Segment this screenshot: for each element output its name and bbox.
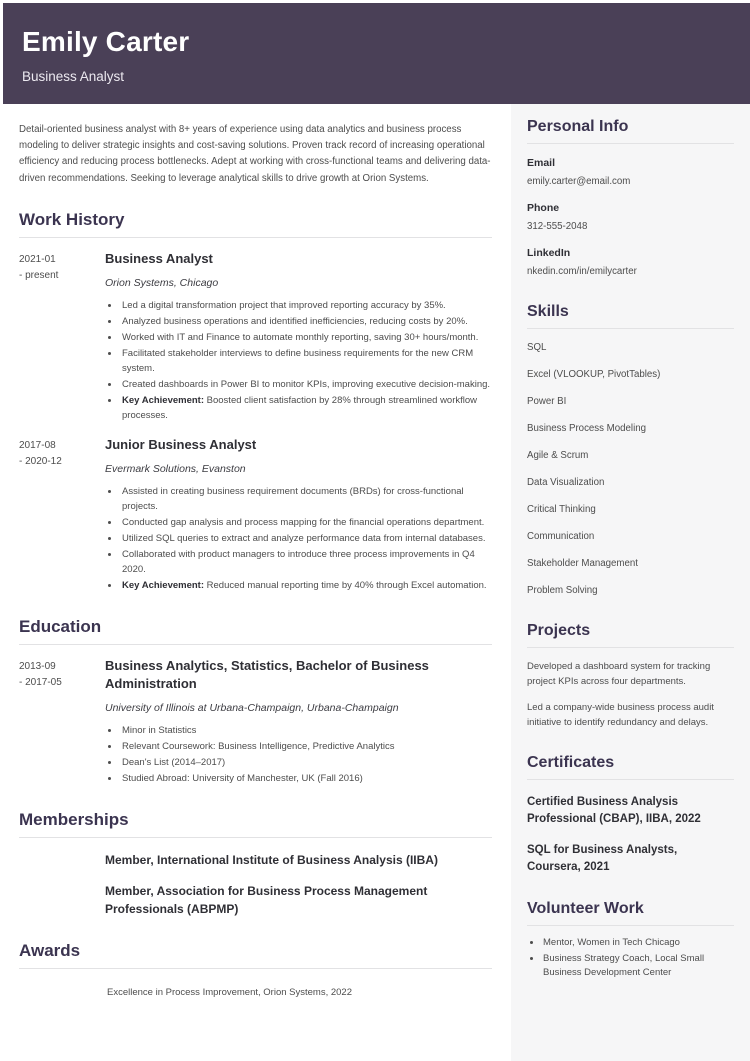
skill-item: Excel (VLOOKUP, PivotTables) (527, 369, 661, 380)
bullet-emphasis: Key Achievement: (122, 579, 205, 591)
projects-list (527, 660, 734, 730)
bullet-item: • Dean's List (2014–2017) (120, 755, 492, 770)
contact-block (527, 156, 734, 189)
award-title: Excellence in Process Improvement, Orion Systems, 2022 (107, 986, 352, 998)
bullet-item: • Collaborated with product managers to introduce three process improvements in Q4 2020. (120, 547, 492, 577)
skill-item: Stakeholder Management (527, 558, 638, 569)
entry-date-spacer (19, 851, 103, 869)
bullet-item: • Facilitated stakeholder interviews to define business requirements for the new CRM system. (120, 346, 492, 376)
bullet-emphasis: Key Achievement: (122, 394, 205, 406)
section-heading-awards: Awards (19, 940, 81, 960)
entry-date-range (19, 657, 103, 787)
section-divider (527, 143, 734, 144)
contact-value[interactable]: emily.carter@email.com (527, 176, 631, 187)
section-heading-education: Education (19, 616, 102, 636)
bullet-item: • Conducted gap analysis and process mapping for the financial operations department. (120, 515, 492, 530)
entry-date-end: - 2020-12 (19, 455, 62, 467)
education-list (19, 657, 492, 787)
entry-date-spacer (19, 985, 105, 1000)
skill-item: Data Visualization (527, 477, 605, 488)
entry-body (103, 250, 492, 424)
section-divider (19, 968, 492, 969)
membership-entry (19, 882, 492, 918)
entry-organization: Orion Systems, Chicago (105, 276, 219, 289)
section-heading-personal-info: Personal Info (527, 118, 629, 135)
contact-block (527, 246, 734, 279)
section-heading-skills: Skills (527, 303, 569, 320)
work-history-list (19, 250, 492, 594)
section-divider (527, 328, 734, 329)
contact-label: LinkedIn (527, 247, 571, 259)
volunteer-item: • Mentor, Women in Tech Chicago (542, 936, 734, 951)
certificates-list (527, 794, 734, 876)
entry-date-range (19, 250, 103, 424)
section-divider (527, 779, 734, 780)
entry-date-end: - 2017-05 (19, 676, 62, 688)
memberships-list (19, 851, 492, 918)
section-divider (19, 644, 492, 645)
entry-organization: Evermark Solutions, Evanston (105, 462, 246, 475)
entry-organization: University of Illinois at Urbana-Champaign, Urbana-Champaign (105, 701, 399, 714)
entry-body (103, 851, 492, 869)
bullet-item: • Assisted in creating business requirement documents (BRDs) for cross-functional projects. (120, 484, 492, 514)
bullet-item: • Minor in Statistics (120, 723, 492, 738)
section-divider (19, 837, 492, 838)
entry-body (105, 985, 492, 1000)
section-heading-volunteer-work: Volunteer Work (527, 900, 644, 917)
bullet-item: • Utilized SQL queries to extract and analyze performance data from internal databases. (120, 531, 492, 546)
bullet-item: • Relevant Coursework: Business Intelligence, Predictive Analytics (120, 739, 492, 754)
professional-summary: Detail-oriented business analyst with 8+ years of experience using data analytics and business process modeling to deliver strategic insights and cost-saving solutions. Proven track record of increasing operational efficiency and reducing process bottlenecks. Adept at working with cross-functional teams and delivering data-driven recommendations. Seeking to leverage analytical skills to drive growth at Orion Systems. (19, 124, 491, 184)
timeline-entry (19, 250, 492, 424)
section-divider (527, 925, 734, 926)
entry-date-spacer (19, 882, 103, 918)
project-item: Led a company-wide business process audit initiative to identify redundancy and delays. (527, 702, 714, 728)
contact-value[interactable]: 312-555-2048 (527, 221, 588, 232)
certificate-item: SQL for Business Analysts, Coursera, 2021 (527, 844, 678, 873)
main-column (0, 104, 511, 1061)
resume-body (0, 104, 750, 1061)
entry-date-start: 2013-09 (19, 660, 56, 672)
section-divider (19, 237, 492, 238)
skill-item: SQL (527, 342, 547, 353)
bullet-list (105, 723, 492, 786)
bullet-item: • Studied Abroad: University of Manchester, UK (Fall 2016) (120, 771, 492, 786)
entry-title: Junior Business Analyst (105, 436, 257, 452)
bullet-item: • Worked with IT and Finance to automate monthly reporting, saving 30+ hours/month. (120, 330, 492, 345)
bullet-item: • Led a digital transformation project that improved reporting accuracy by 35%. (120, 298, 492, 313)
bullet-item: • Analyzed business operations and identified inefficiencies, reducing costs by 20%. (120, 314, 492, 329)
contact-list (527, 156, 734, 279)
skill-item: Power BI (527, 396, 567, 407)
entry-body (103, 657, 492, 787)
skills-list (527, 340, 734, 598)
membership-title: Member, International Institute of Business Analysis (IIBA) (105, 852, 438, 867)
bullet-item: • Key Achievement: Reduced manual reporting time by 40% through Excel automation. (120, 578, 492, 593)
entry-title: Business Analytics, Statistics, Bachelor of Business Administration (105, 657, 429, 691)
header-subtitle: Business Analyst (22, 69, 125, 84)
skill-item: Business Process Modeling (527, 423, 646, 434)
award-entry (19, 985, 492, 1000)
section-heading-memberships: Memberships (19, 809, 129, 829)
volunteer-item: • Business Strategy Coach, Local Small Business Development Center (542, 952, 734, 981)
skill-item: Agile & Scrum (527, 450, 589, 461)
contact-label: Email (527, 157, 556, 169)
skill-item: Problem Solving (527, 585, 598, 596)
section-heading-work-history: Work History (19, 209, 125, 229)
bullet-item: • Created dashboards in Power BI to monitor KPIs, improving executive decision-making. (120, 377, 492, 392)
skill-item: Communication (527, 531, 595, 542)
bullet-item: • Key Achievement: Boosted client satisfaction by 28% through streamlined workflow processes. (120, 393, 492, 423)
timeline-entry (19, 657, 492, 787)
sidebar-column (511, 104, 750, 1061)
contact-value[interactable]: nkedin.com/in/emilycarter (527, 266, 637, 277)
resume-header (3, 3, 750, 104)
skill-item: Critical Thinking (527, 504, 596, 515)
entry-body (103, 882, 492, 918)
project-item: Developed a dashboard system for tracking project KPIs across four departments. (527, 661, 711, 687)
entry-title: Business Analyst (105, 250, 213, 266)
certificate-item: Certified Business Analysis Professional (CBAP), IIBA, 2022 (527, 796, 701, 825)
awards-list (19, 985, 492, 1000)
volunteer-work-list (527, 936, 734, 981)
timeline-entry (19, 436, 492, 594)
section-divider (527, 647, 734, 648)
entry-body (103, 436, 492, 594)
entry-date-end: - present (19, 269, 59, 281)
section-heading-certificates: Certificates (527, 754, 615, 771)
entry-date-start: 2021-01 (19, 253, 56, 265)
contact-label: Phone (527, 202, 560, 214)
bullet-list (105, 298, 492, 423)
page-title: Emily Carter (22, 26, 190, 57)
contact-block (527, 201, 734, 234)
bullet-list (105, 484, 492, 593)
section-heading-projects: Projects (527, 622, 591, 639)
entry-date-range (19, 436, 103, 594)
membership-entry (19, 851, 492, 869)
membership-title: Member, Association for Business Process Management Professionals (ABPMP) (105, 883, 428, 916)
entry-date-start: 2017-08 (19, 439, 56, 451)
